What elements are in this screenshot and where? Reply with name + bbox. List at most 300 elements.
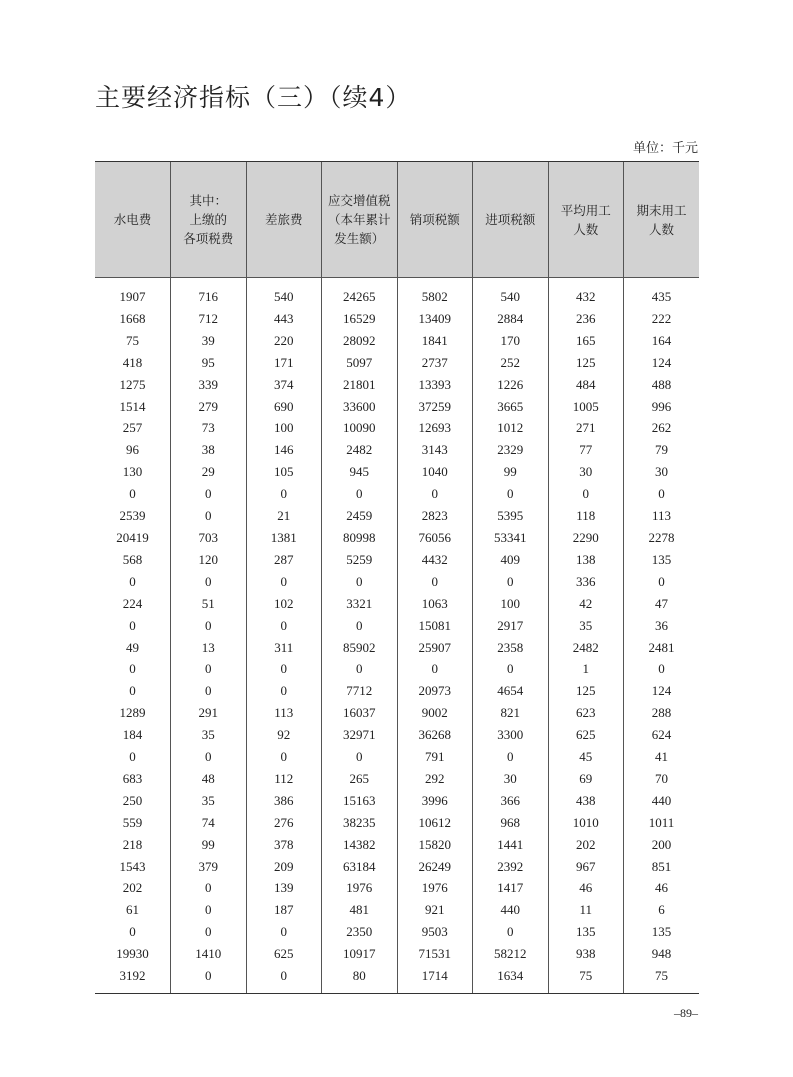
table-cell: 105	[246, 461, 322, 483]
table-cell: 1410	[171, 943, 247, 965]
table-body	[95, 278, 699, 994]
table-cell: 25907	[397, 637, 473, 659]
table-cell: 440	[624, 790, 700, 812]
table-cell: 135	[624, 921, 700, 943]
table-cell: 113	[246, 702, 322, 724]
table-cell: 202	[548, 834, 624, 856]
table-cell: 1012	[473, 417, 549, 439]
table-cell: 3996	[397, 790, 473, 812]
table-cell: 921	[397, 899, 473, 921]
table-cell: 3665	[473, 396, 549, 418]
table-cell: 262	[624, 417, 700, 439]
table-cell: 1543	[119, 858, 146, 874]
table-cell: 432	[548, 286, 624, 308]
table-cell: 378	[246, 834, 322, 856]
table-cell: 0	[473, 921, 549, 943]
table-cell: 125	[548, 680, 624, 702]
table-cell: 0	[473, 746, 549, 768]
table-cell: 0	[129, 749, 136, 765]
table-cell: 200	[624, 834, 700, 856]
table-cell: 45	[548, 746, 624, 768]
table-cell: 5802	[397, 286, 473, 308]
table-cell: 2917	[473, 615, 549, 637]
table-cell: 0	[171, 921, 247, 943]
table-cell: 996	[624, 396, 700, 418]
table-cell: 1714	[397, 965, 473, 987]
table-cell: 0	[246, 965, 322, 987]
table-cell: 2539	[119, 508, 146, 524]
table-cell: 0	[397, 571, 473, 593]
table-cell: 236	[548, 308, 624, 330]
table-cell: 1289	[119, 705, 146, 721]
table-cell: 968	[473, 812, 549, 834]
table-row	[95, 746, 699, 768]
table-row	[95, 396, 699, 418]
bottom-padding-row	[95, 987, 699, 994]
table-cell: 336	[548, 571, 624, 593]
table-cell: 96	[126, 442, 139, 458]
table-cell: 3192	[119, 968, 146, 984]
table-cell: 265	[322, 768, 398, 790]
table-cell: 69	[548, 768, 624, 790]
table-row	[95, 658, 699, 680]
table-cell: 443	[246, 308, 322, 330]
table-cell: 99	[171, 834, 247, 856]
table-cell: 28092	[322, 330, 398, 352]
table-row	[95, 768, 699, 790]
table-cell: 0	[129, 683, 136, 699]
table-cell: 271	[548, 417, 624, 439]
table-row	[95, 943, 699, 965]
table-cell: 102	[246, 593, 322, 615]
table-cell: 1040	[397, 461, 473, 483]
page-number: –89–	[674, 1006, 698, 1020]
table-cell: 2823	[397, 505, 473, 527]
table-cell: 92	[246, 724, 322, 746]
table-cell: 386	[246, 790, 322, 812]
table-cell: 80998	[322, 527, 398, 549]
table-cell: 540	[473, 286, 549, 308]
table-cell: 13409	[397, 308, 473, 330]
table-cell: 9503	[397, 921, 473, 943]
table-cell: 559	[122, 814, 143, 830]
table-cell: 37259	[397, 396, 473, 418]
table-cell: 100	[246, 417, 322, 439]
table-cell: 220	[246, 330, 322, 352]
table-cell: 1841	[397, 330, 473, 352]
table-cell: 2482	[548, 637, 624, 659]
table-cell: 21	[246, 505, 322, 527]
table-cell: 120	[171, 549, 247, 571]
table-cell: 0	[171, 965, 247, 987]
unit-label: 单位：千元	[632, 141, 698, 156]
table-cell: 1063	[397, 593, 473, 615]
table-cell: 135	[548, 921, 624, 943]
table-cell: 224	[122, 595, 143, 611]
table-row	[95, 680, 699, 702]
table-cell: 61	[126, 902, 139, 918]
table-cell: 9002	[397, 702, 473, 724]
table-cell: 374	[246, 374, 322, 396]
table-cell: 0	[129, 661, 136, 677]
table-cell: 165	[548, 330, 624, 352]
table-row	[95, 615, 699, 637]
table-cell: 30	[473, 768, 549, 790]
table-cell: 0	[322, 571, 398, 593]
table-cell: 146	[246, 439, 322, 461]
table-cell: 0	[171, 615, 247, 637]
table-cell: 945	[322, 461, 398, 483]
table-cell: 2737	[397, 352, 473, 374]
table-cell: 5395	[473, 505, 549, 527]
table-row	[95, 593, 699, 615]
table-cell: 3300	[473, 724, 549, 746]
table-cell: 15163	[322, 790, 398, 812]
table-cell: 409	[473, 549, 549, 571]
table-cell: 568	[122, 551, 143, 567]
table-cell: 11	[548, 899, 624, 921]
table-cell: 2329	[473, 439, 549, 461]
table-cell: 339	[171, 374, 247, 396]
table-cell: 30	[624, 461, 700, 483]
table-row	[95, 286, 699, 308]
table-cell: 624	[624, 724, 700, 746]
table-container	[95, 161, 699, 994]
table-cell: 276	[246, 812, 322, 834]
column-header: 应交增值税 （本年累计 发生额）	[322, 162, 398, 278]
table-cell: 0	[473, 483, 549, 505]
table-cell: 39	[171, 330, 247, 352]
table-cell: 20419	[116, 529, 149, 545]
table-cell: 29	[171, 461, 247, 483]
table-cell: 222	[624, 308, 700, 330]
table-cell: 170	[473, 330, 549, 352]
table-row	[95, 352, 699, 374]
table-cell: 0	[322, 658, 398, 680]
table-cell: 139	[246, 877, 322, 899]
table-cell: 0	[624, 483, 700, 505]
table-cell: 38235	[322, 812, 398, 834]
table-cell: 75	[548, 965, 624, 987]
table-cell: 1226	[473, 374, 549, 396]
table-cell: 851	[624, 856, 700, 878]
table-cell: 47	[624, 593, 700, 615]
table-row	[95, 921, 699, 943]
table-cell: 1976	[397, 877, 473, 899]
table-cell: 292	[397, 768, 473, 790]
table-cell: 0	[171, 899, 247, 921]
table-cell: 1441	[473, 834, 549, 856]
table-cell: 0	[548, 483, 624, 505]
table-cell: 821	[473, 702, 549, 724]
table-cell: 10090	[322, 417, 398, 439]
table-cell: 46	[548, 877, 624, 899]
table-cell: 252	[473, 352, 549, 374]
table-row	[95, 505, 699, 527]
table-cell: 58212	[473, 943, 549, 965]
table-cell: 948	[624, 943, 700, 965]
table-cell: 2278	[624, 527, 700, 549]
table-cell: 0	[129, 573, 136, 589]
table-cell: 3321	[322, 593, 398, 615]
table-row	[95, 724, 699, 746]
column-header: 其中： 上缴的 各项税费	[171, 162, 247, 278]
table-cell: 63184	[322, 856, 398, 878]
table-row	[95, 790, 699, 812]
table-cell: 76056	[397, 527, 473, 549]
table-cell: 187	[246, 899, 322, 921]
table-cell: 124	[624, 680, 700, 702]
table-cell: 366	[473, 790, 549, 812]
table-cell: 13393	[397, 374, 473, 396]
table-cell: 15081	[397, 615, 473, 637]
table-cell: 0	[624, 658, 700, 680]
table-cell: 0	[322, 483, 398, 505]
table-row	[95, 965, 699, 987]
table-cell: 0	[322, 615, 398, 637]
table-cell: 209	[246, 856, 322, 878]
table-cell: 33600	[322, 396, 398, 418]
economic-indicators-table	[95, 161, 699, 994]
table-cell: 938	[548, 943, 624, 965]
table-cell: 73	[171, 417, 247, 439]
table-cell: 130	[122, 464, 143, 480]
table-cell: 118	[548, 505, 624, 527]
table-cell: 625	[246, 943, 322, 965]
table-cell: 0	[171, 571, 247, 593]
table-cell: 1976	[322, 877, 398, 899]
table-cell: 5259	[322, 549, 398, 571]
table-cell: 1010	[548, 812, 624, 834]
table-cell: 2481	[624, 637, 700, 659]
table-cell: 4432	[397, 549, 473, 571]
table-cell: 311	[246, 637, 322, 659]
table-cell: 35	[171, 724, 247, 746]
table-cell: 791	[397, 746, 473, 768]
table-cell: 20973	[397, 680, 473, 702]
table-cell: 1417	[473, 877, 549, 899]
table-cell: 125	[548, 352, 624, 374]
table-cell: 1381	[246, 527, 322, 549]
table-cell: 218	[122, 836, 143, 852]
table-cell: 16037	[322, 702, 398, 724]
table-cell: 481	[322, 899, 398, 921]
table-cell: 440	[473, 899, 549, 921]
table-row	[95, 374, 699, 396]
table-cell: 95	[171, 352, 247, 374]
table-cell: 164	[624, 330, 700, 352]
table-cell: 0	[171, 658, 247, 680]
table-row	[95, 856, 699, 878]
spacer-row	[95, 278, 699, 287]
table-cell: 171	[246, 352, 322, 374]
column-header: 平均用工 人数	[548, 162, 624, 278]
table-cell: 202	[122, 880, 143, 896]
table-row	[95, 899, 699, 921]
table-cell: 4654	[473, 680, 549, 702]
table-cell: 0	[473, 571, 549, 593]
table-cell: 6	[624, 899, 700, 921]
table-cell: 36	[624, 615, 700, 637]
table-cell: 0	[246, 658, 322, 680]
table-cell: 0	[171, 746, 247, 768]
table-cell: 2392	[473, 856, 549, 878]
table-row	[95, 877, 699, 899]
table-cell: 2290	[548, 527, 624, 549]
table-cell: 623	[548, 702, 624, 724]
table-cell: 21801	[322, 374, 398, 396]
table-cell: 690	[246, 396, 322, 418]
table-cell: 112	[246, 768, 322, 790]
table-cell: 38	[171, 439, 247, 461]
column-header: 差旅费	[246, 162, 322, 278]
table-cell: 967	[548, 856, 624, 878]
table-cell: 2482	[322, 439, 398, 461]
table-cell: 379	[171, 856, 247, 878]
table-cell: 257	[122, 420, 143, 436]
table-cell: 13	[171, 637, 247, 659]
table-cell: 288	[624, 702, 700, 724]
column-header: 水电费	[95, 162, 171, 278]
table-cell: 14382	[322, 834, 398, 856]
table-cell: 124	[624, 352, 700, 374]
table-cell: 53341	[473, 527, 549, 549]
column-header: 进项税额	[473, 162, 549, 278]
column-header: 期末用工 人数	[624, 162, 700, 278]
table-cell: 10917	[322, 943, 398, 965]
table-row	[95, 637, 699, 659]
table-cell: 0	[246, 483, 322, 505]
table-header-row	[95, 162, 699, 278]
table-cell: 113	[624, 505, 700, 527]
table-cell: 287	[246, 549, 322, 571]
table-row	[95, 483, 699, 505]
table-cell: 683	[122, 770, 143, 786]
table-row	[95, 812, 699, 834]
table-cell: 0	[171, 505, 247, 527]
table-cell: 279	[171, 396, 247, 418]
table-cell: 80	[322, 965, 398, 987]
table-cell: 5097	[322, 352, 398, 374]
table-cell: 36268	[397, 724, 473, 746]
table-row	[95, 417, 699, 439]
table-cell: 1634	[473, 965, 549, 987]
table-cell: 7712	[322, 680, 398, 702]
table-cell: 10612	[397, 812, 473, 834]
table-cell: 26249	[397, 856, 473, 878]
table-row	[95, 571, 699, 593]
table-cell: 0	[171, 483, 247, 505]
table-cell: 0	[171, 680, 247, 702]
table-cell: 70	[624, 768, 700, 790]
table-cell: 0	[171, 877, 247, 899]
table-cell: 12693	[397, 417, 473, 439]
table-cell: 418	[122, 354, 143, 370]
table-cell: 24265	[322, 286, 398, 308]
table-cell: 1011	[624, 812, 700, 834]
table-cell: 79	[624, 439, 700, 461]
table-cell: 0	[129, 617, 136, 633]
table-cell: 250	[122, 792, 143, 808]
table-cell: 0	[322, 746, 398, 768]
table-cell: 41	[624, 746, 700, 768]
table-cell: 0	[246, 680, 322, 702]
table-cell: 46	[624, 877, 700, 899]
table-cell: 77	[548, 439, 624, 461]
table-cell: 0	[397, 658, 473, 680]
table-cell: 71531	[397, 943, 473, 965]
table-cell: 716	[171, 286, 247, 308]
table-row	[95, 549, 699, 571]
table-cell: 712	[171, 308, 247, 330]
table-cell: 625	[548, 724, 624, 746]
table-row	[95, 439, 699, 461]
table-cell: 0	[246, 615, 322, 637]
table-cell: 0	[129, 924, 136, 940]
table-cell: 291	[171, 702, 247, 724]
table-cell: 484	[548, 374, 624, 396]
table-cell: 100	[473, 593, 549, 615]
table-cell: 48	[171, 768, 247, 790]
table-cell: 2459	[322, 505, 398, 527]
table-cell: 35	[548, 615, 624, 637]
table-row	[95, 527, 699, 549]
table-cell: 19930	[116, 946, 149, 962]
table-cell: 99	[473, 461, 549, 483]
table-cell: 0	[129, 486, 136, 502]
table-cell: 1005	[548, 396, 624, 418]
table-cell: 16529	[322, 308, 398, 330]
table-cell: 85902	[322, 637, 398, 659]
table-cell: 488	[624, 374, 700, 396]
table-cell: 2884	[473, 308, 549, 330]
table-cell: 15820	[397, 834, 473, 856]
table-cell: 1668	[119, 310, 146, 326]
table-cell: 0	[246, 921, 322, 943]
table-cell: 74	[171, 812, 247, 834]
table-cell: 1275	[119, 376, 146, 392]
table-row	[95, 834, 699, 856]
table-cell: 1	[548, 658, 624, 680]
table-cell: 0	[246, 571, 322, 593]
table-cell: 30	[548, 461, 624, 483]
table-cell: 438	[548, 790, 624, 812]
table-cell: 1907	[119, 289, 146, 304]
table-cell: 49	[126, 639, 139, 655]
table-cell: 2350	[322, 921, 398, 943]
table-cell: 138	[548, 549, 624, 571]
table-cell: 435	[624, 286, 700, 308]
table-cell: 540	[246, 286, 322, 308]
table-cell: 51	[171, 593, 247, 615]
table-row	[95, 702, 699, 724]
table-cell: 135	[624, 549, 700, 571]
table-cell: 1514	[119, 398, 146, 414]
table-row	[95, 308, 699, 330]
table-cell: 2358	[473, 637, 549, 659]
table-cell: 184	[122, 727, 143, 743]
table-cell: 0	[397, 483, 473, 505]
table-cell: 0	[473, 658, 549, 680]
table-row	[95, 330, 699, 352]
table-cell: 0	[624, 571, 700, 593]
page-title: 主要经济指标（三）（续4）	[95, 83, 412, 112]
table-cell: 35	[171, 790, 247, 812]
table-cell: 75	[624, 965, 700, 987]
table-cell: 703	[171, 527, 247, 549]
table-cell: 0	[246, 746, 322, 768]
table-row	[95, 461, 699, 483]
